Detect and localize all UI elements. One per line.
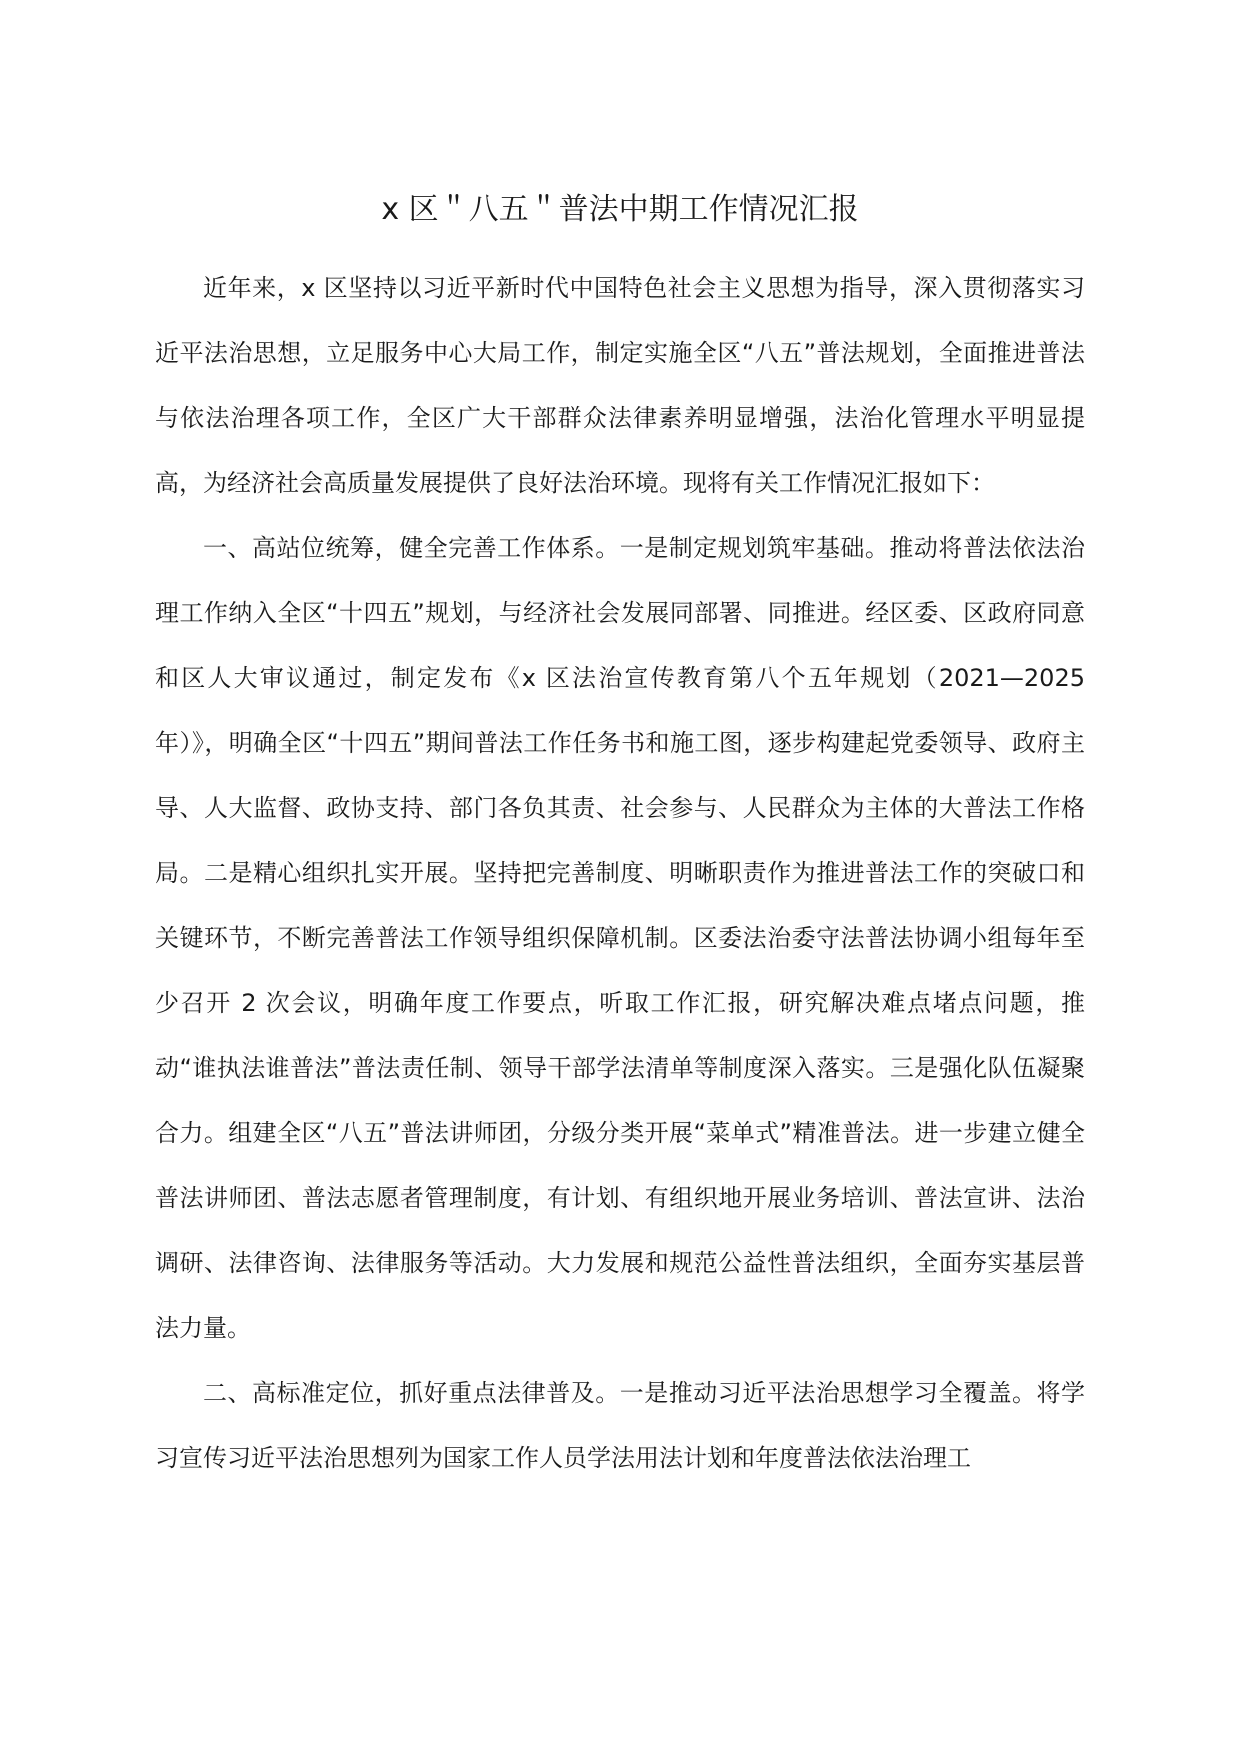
paragraph-section-two: 二、高标准定位，抓好重点法律普及。一是推动习近平法治思想学习全覆盖。将学习宣传习近平法治思想列为国家工作人员学法用法计划和年度普法依法治理工 — [155, 1379, 1085, 1472]
paragraph-intro: 近年来，x 区坚持以习近平新时代中国特色社会主义思想为指导，深入贯彻落实习近平法治思想，立足服务中心大局工作，制定实施全区“八五”普法规划，全面推进普法与依法治理各项工作，全区广大干部群众法律素养明显增强，法治化管理水平明显提高，为经济社会高质量发展提供了良好法治环境。现将有关工作情况汇报如下： — [155, 274, 1085, 497]
paragraph-section-one: 一、高站位统筹，健全完善工作体系。一是制定规划筑牢基础。推动将普法依法治理工作纳入全区“十四五”规划，与经济社会发展同部署、同推进。经区委、区政府同意和区人大审议通过，制定发布《x 区法治宣传教育第八个五年规划（2021—2025 年）》，明确全区“十四五”期间普法工作任务书和施工图，逐步构建起党委领导、政府主导、人大监督、政协支持、部门各负其责、社会参与、人民群众为主体的大普法工作格局。二是精心组织扎实开展。坚持把完善制度、明晰职责作为推进普法工作的突破口和关键环节，不断完善普法工作领导组织保障机制。区委法治委守法普法协调小组每年至少召开 2 次会议，明确年度工作要点，听取工作汇报，研究解决难点堵点问题，推动“谁执法谁普法”普法责任制、领导干部学法清单等制度深入落实。三是强化队伍凝聚合力。组建全区“八五”普法讲师团，分级分类开展“菜单式”精准普法。进一步建立健全普法讲师团、普法志愿者管理制度，有计划、有组织地开展业务培训、普法宣讲、法治调研、法律咨询、法律服务等活动。大力发展和规范公益性普法组织，全面夯实基层普法力量。 — [155, 534, 1085, 1342]
document-title: x 区＂八五＂普法中期工作情况汇报 — [381, 192, 859, 227]
document-body — [155, 256, 1085, 1491]
